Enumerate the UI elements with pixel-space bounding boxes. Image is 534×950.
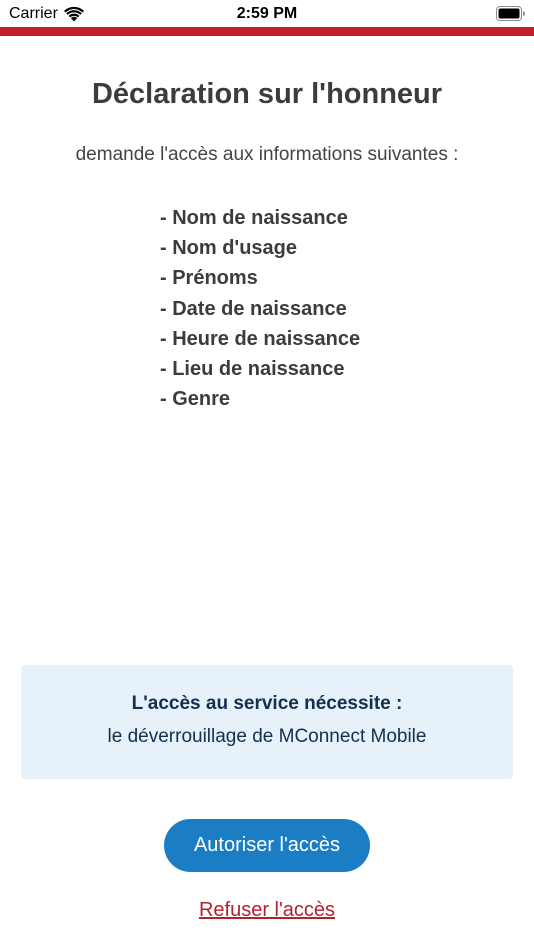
refuse-access-link[interactable]: Refuser l'accès bbox=[198, 899, 336, 921]
list-item: - Nom de naissance bbox=[160, 207, 348, 229]
battery-icon bbox=[496, 6, 526, 21]
list-item: - Heure de naissance bbox=[160, 327, 361, 350]
page-title: Déclaration sur l'honneur bbox=[91, 78, 443, 110]
carrier-label: Carrier bbox=[9, 5, 58, 22]
authorize-access-button[interactable]: Autoriser l'accès bbox=[164, 819, 370, 872]
status-time: 2:59 PM bbox=[236, 5, 298, 22]
list-item: - Genre bbox=[160, 388, 231, 411]
notice-text: le déverrouillage de MConnect Mobile bbox=[107, 726, 427, 747]
page-subtitle: demande l'accès aux informations suivantes : bbox=[75, 144, 459, 165]
status-bar bbox=[0, 0, 534, 27]
list-item: - Lieu de naissance bbox=[160, 357, 345, 380]
accent-bar bbox=[0, 27, 534, 36]
list-item: - Prénoms bbox=[160, 267, 258, 290]
requirement-notice bbox=[21, 665, 513, 779]
notice-title: L'accès au service nécessite : bbox=[131, 693, 403, 714]
requested-info-list bbox=[160, 205, 360, 416]
list-item: - Nom d'usage bbox=[160, 237, 297, 260]
list-item: - Date de naissance bbox=[160, 297, 347, 320]
